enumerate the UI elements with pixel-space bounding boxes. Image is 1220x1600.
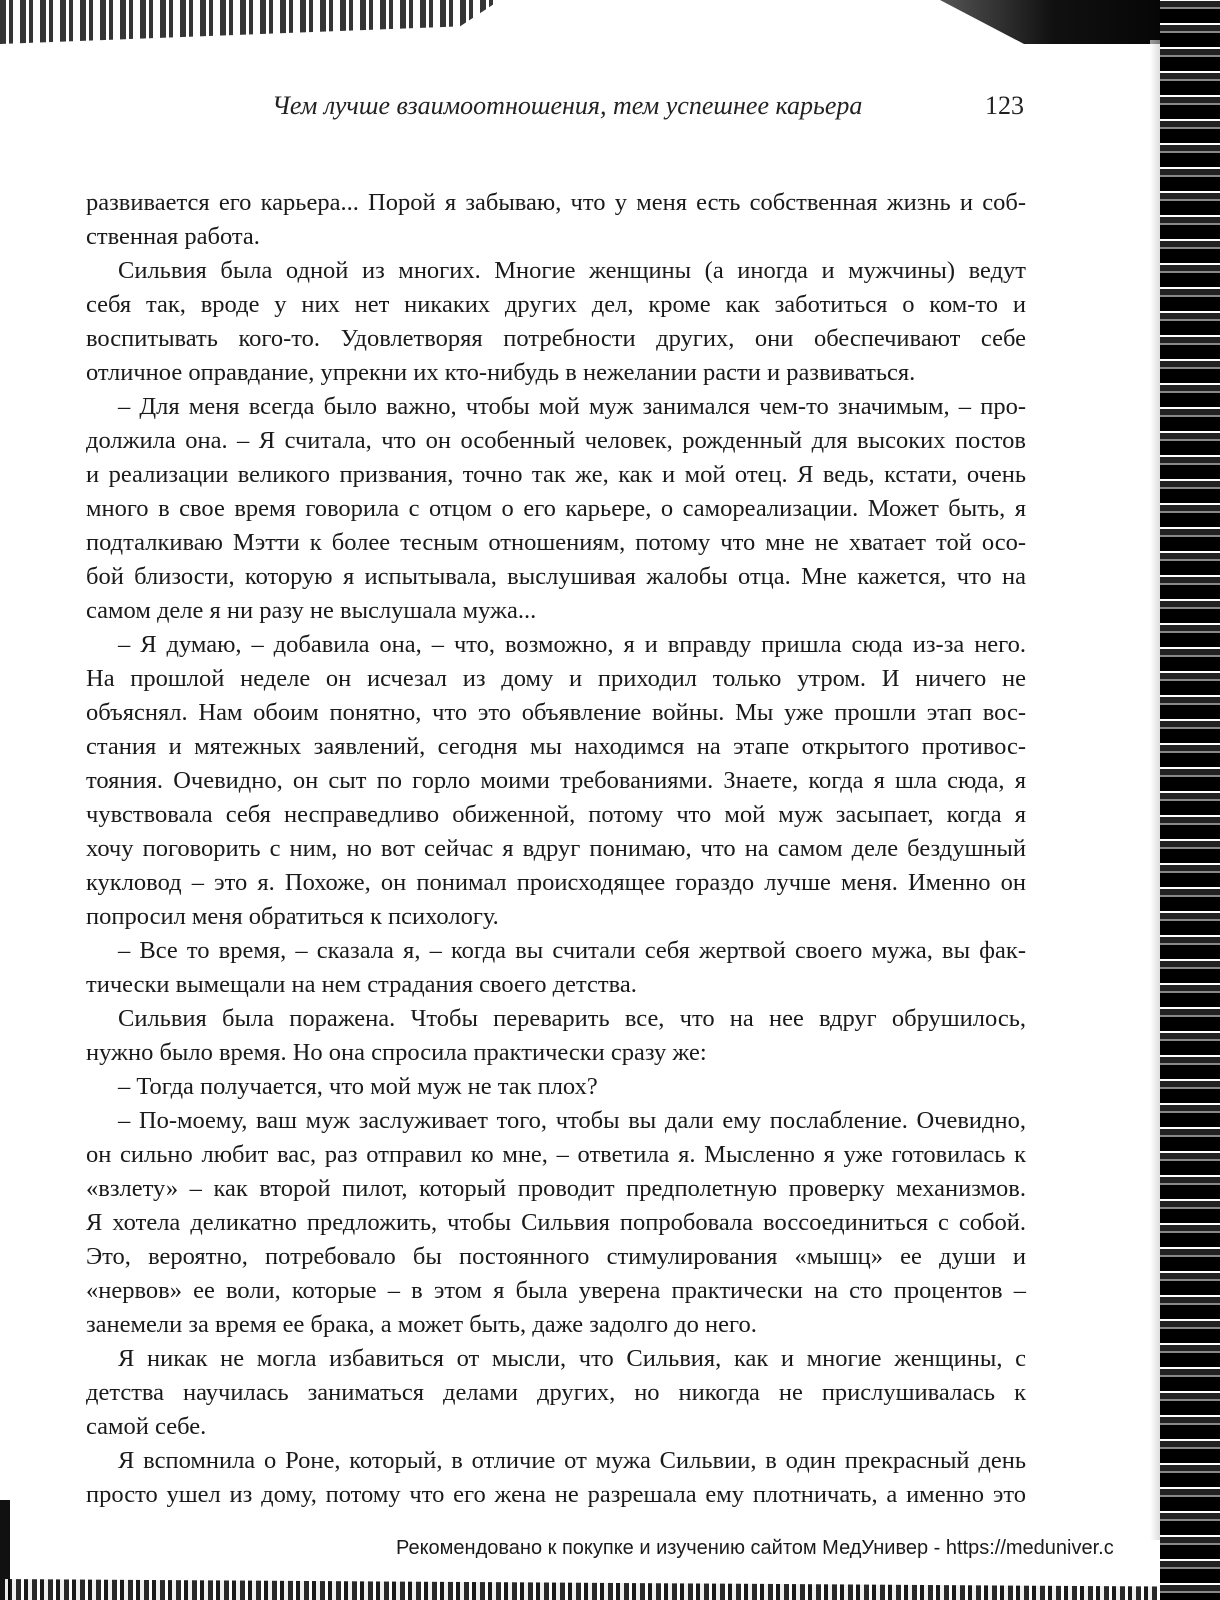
scan-artifact-bottom <box>0 1570 1160 1600</box>
text-line: «взлету» – как второй пилот, который проводит предполетную проверку механизмов. <box>86 1175 1026 1202</box>
paragraph-first-line: – Тогда получается, что мой муж не так плох? <box>118 1073 598 1100</box>
text-line: отличное оправдание, упрекни их кто-нибудь в нежелании расти и развиваться. <box>86 359 916 386</box>
paragraph-first-line: Я вспомнила о Роне, который, в отличие от мужа Сильвии, в один прекрасный день <box>118 1447 1026 1474</box>
text-line: воспитывать кого-то. Удовлетворяя потребности других, они обеспечивают себе <box>86 325 1026 352</box>
text-line: самой себе. <box>86 1413 207 1440</box>
text-line: тояния. Очевидно, он сыт по горло моими требованиями. Знаете, когда я шла сюда, я <box>86 767 1026 794</box>
scan-artifact-right-edge <box>1160 0 1220 1600</box>
text-line: и реализации великого призвания, точно так же, как и мой отец. Я ведь, кстати, очень <box>86 461 1026 488</box>
text-line: должила она. – Я считала, что он особенный человек, рожденный для высоких постов <box>86 427 1026 454</box>
page-number: 123 <box>985 91 1024 120</box>
text-line: «нервов» ее воли, которые – в этом я была уверена практически на сто процентов – <box>86 1277 1026 1304</box>
text-line: занемели за время ее брака, а может быть, даже задолго до него. <box>86 1311 757 1338</box>
text-line: много в свое время говорила с отцом о его карьере, о самореализации. Может быть, я <box>86 495 1026 522</box>
text-line: бой близости, которую я испытывала, выслушивая жалобы отца. Мне кажется, что на <box>86 563 1026 590</box>
text-line: детства научилась заниматься делами других, но никогда не прислушивалась к <box>86 1379 1026 1406</box>
text-line: самом деле я ни разу не выслушала мужа... <box>86 597 537 624</box>
footer-notice: Рекомендовано к покупке и изучению сайтом МедУнивер - https://meduniver.c <box>396 1537 1114 1559</box>
text-line: попросил меня обратиться к психологу. <box>86 903 499 930</box>
paragraph-first-line: – Для меня всегда было важно, чтобы мой муж занимался чем-то значимым, – про- <box>118 393 1026 420</box>
scan-artifact-top-left <box>0 0 500 44</box>
text-line: себя так, вроде у них нет никаких других дел, кроме как заботиться о ком-то и <box>86 291 1026 318</box>
paragraph-first-line: Я никак не могла избавиться от мысли, что Сильвия, как и многие женщины, с <box>118 1345 1026 1372</box>
text-line: На прошлой неделе он исчезал из дому и приходил только утром. И ничего не <box>86 665 1026 692</box>
text-line: тически вымещали на нем страдания своего детства. <box>86 971 637 998</box>
text-line: развивается его карьера... Порой я забываю, что у меня есть собственная жизнь и соб- <box>86 189 1026 216</box>
text-line: Я хотела деликатно предложить, чтобы Сильвия попробовала воссоединиться с собой. <box>86 1209 1026 1236</box>
text-line: Это, вероятно, потребовало бы постоянного стимулирования «мышц» ее души и <box>86 1243 1026 1270</box>
text-line: объяснял. Нам обоим понятно, что это объявление войны. Мы уже прошли этап вос- <box>86 699 1026 726</box>
text-line: подталкиваю Мэтти к более тесным отношениям, потому что мне не хватает той осо- <box>86 529 1026 556</box>
running-title: Чем лучше взаимоотношения, тем успешнее карьера <box>272 91 863 120</box>
paragraph-first-line: – Я думаю, – добавила она, – что, возможно, я и вправду пришла сюда из-за него. <box>118 631 1026 658</box>
text-line: он сильно любит вас, раз отправил ко мне, – ответила я. Мысленно я уже готовилась к <box>86 1141 1026 1168</box>
paragraph-first-line: – Все то время, – сказала я, – когда вы считали себя жертвой своего мужа, вы фак- <box>118 937 1026 964</box>
paragraph-first-line: – По-моему, ваш муж заслуживает того, чтобы вы дали ему послабление. Очевидно, <box>118 1107 1026 1134</box>
paragraph-first-line: Сильвия была одной из многих. Многие женщины (а иногда и мужчины) ведут <box>118 257 1026 284</box>
text-line: ственная работа. <box>86 223 260 250</box>
text-line: чувствовала себя несправедливо обиженной, потому что мой муж засыпает, когда я <box>86 801 1026 828</box>
text-line: нужно было время. Но она спросила практически сразу же: <box>86 1039 707 1066</box>
text-line: хочу поговорить с ним, но вот сейчас я вдруг понимаю, что на самом деле бездушный <box>86 835 1026 862</box>
text-line: кукловод – это я. Похоже, он понимал происходящее гораздо лучше меня. Именно он <box>86 869 1026 896</box>
text-line: стания и мятежных заявлений, сегодня мы находимся на этапе открытого противос- <box>86 733 1026 760</box>
paragraph-first-line: Сильвия была поражена. Чтобы переварить все, что на нее вдруг обрушилось, <box>118 1005 1026 1032</box>
body-text <box>86 186 1026 1512</box>
text-line: просто ушел из дому, потому что его жена не разрешала ему плотничать, а именно это <box>86 1481 1026 1508</box>
